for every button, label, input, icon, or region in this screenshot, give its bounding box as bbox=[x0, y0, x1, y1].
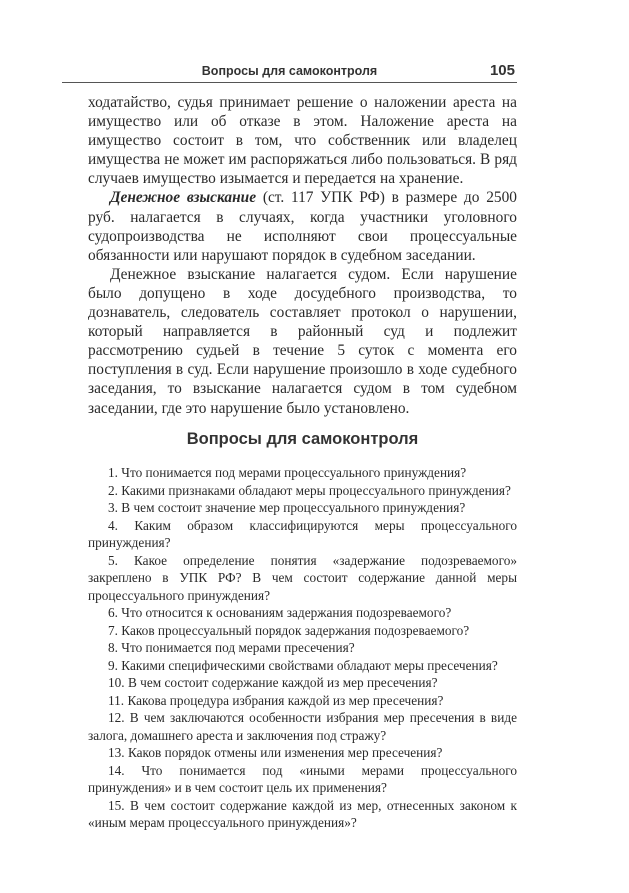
section-heading: Вопросы для самоконтроля bbox=[186, 430, 419, 448]
question-item: 3. В чем состоит значение мер процессуального принуждения? bbox=[108, 500, 466, 515]
question-list bbox=[88, 464, 517, 832]
running-header bbox=[62, 62, 517, 83]
question-item: 12. В чем заключаются особенности избрания мер пресечения в виде залога, домашнего ареста и заключения под стражу? bbox=[88, 710, 517, 743]
question-item: 15. В чем состоит содержание каждой из мер, отнесенных законом к «иным мерам процессуального принуждения»? bbox=[88, 797, 517, 830]
question-item: 11. Какова процедура избрания каждой из мер пресечения? bbox=[108, 692, 444, 708]
question-item: 6. Что относится к основаниям задержания подозреваемого? bbox=[108, 605, 452, 620]
question-item: 10. В чем состоит содержание каждой из мер пресечения? bbox=[108, 675, 438, 690]
question-item: 13. Каков порядок отмены или изменения мер пресечения? bbox=[108, 745, 443, 760]
question-item: 1. Что понимается под мерами процессуального принуждения? bbox=[108, 465, 467, 480]
question-item: 4. Каким образом классифицируются меры процессуального принуждения? bbox=[88, 517, 517, 550]
question-item: 5. Какое определение понятия «задержание подозреваемого» закреплено в УПК РФ? В чем состоит содержание данной меры процессуального принуждения? bbox=[88, 552, 517, 603]
question-item: 9. Какими специфическими свойствами обладают меры пресечения? bbox=[108, 657, 498, 673]
running-header-title: Вопросы для самоконтроля bbox=[201, 64, 378, 78]
paragraph-2 bbox=[88, 188, 517, 264]
paragraph-3: Денежное взыскание налагается судом. Если нарушение было допущено в ходе досудебного производства, то дознаватель, следователь составляет протокол о нарушении, который направляется в районный суд и подлежит рассмотрению судьей в течение 5 суток с момента его поступления в суд. Если нарушение произошло в ходе судебного заседания, то взыскание налагается судом в том судебном заседании, где это нарушение было установлено. bbox=[88, 265, 517, 417]
question-item: 2. Какими признаками обладают меры процессуального принуждения? bbox=[108, 482, 511, 498]
question-item: 8. Что понимается под мерами пресечения? bbox=[108, 640, 355, 655]
term-monetary-penalty: Денежное взыскание bbox=[110, 189, 257, 207]
paragraph-2-text: (ст. 117 УПК РФ) в размере до 2500 руб. налагается в случаях, когда участники уголовного судопроизводства не исполняют свои процессуальные обязанности или нарушают порядок в судебном заседании. bbox=[88, 189, 517, 264]
page-number: 105 bbox=[489, 62, 515, 79]
question-item: 14. Что понимается под «иными мерами процессуального принуждения» и в чем состоит цель их применения? bbox=[88, 762, 517, 795]
paragraph-1: ходатайство, судья принимает решение о наложении ареста на имущество или об отказе в этом. Наложение ареста на имущество состоит в том, что собственник или владелец имущества не может им распоряжаться либо пользоваться. В ряд случаев имущество изымается и передается на хранение. bbox=[88, 94, 517, 188]
question-item: 7. Каков процессуальный порядок задержания подозреваемого? bbox=[108, 622, 470, 638]
body-text bbox=[88, 93, 517, 418]
